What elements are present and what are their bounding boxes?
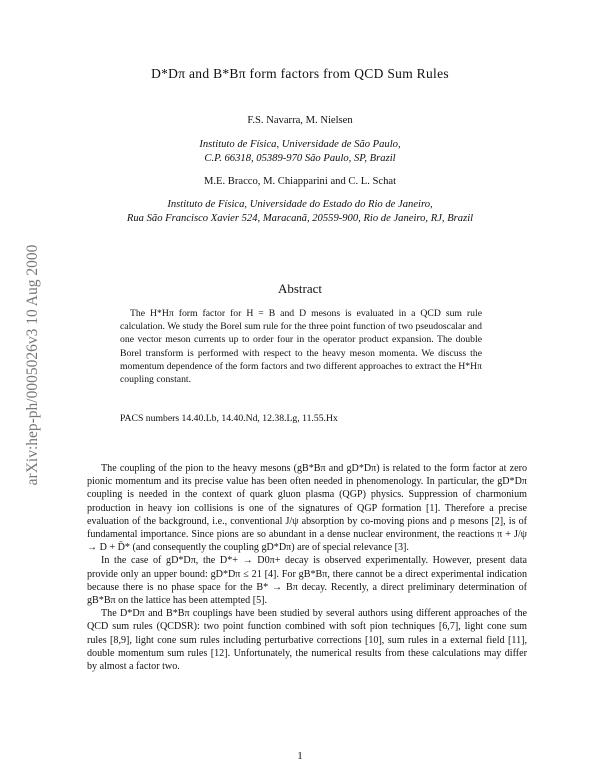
- pacs-numbers: PACS numbers 14.40.Lb, 14.40.Nd, 12.38.Lg, 11.55.Hx: [120, 413, 338, 424]
- arxiv-identifier: arXiv:hep-ph/0005026v3 10 Aug 2000: [24, 244, 41, 486]
- affiliation-1-line-2: C.P. 66318, 05389-970 São Paulo, SP, Brazil: [204, 153, 396, 164]
- affiliation-1-line-1: Instituto de Física, Universidade de São Paulo,: [199, 139, 401, 150]
- affiliation-2-line-1: Instituto de Física, Universidade do Estado do Rio de Janeiro,: [167, 199, 433, 210]
- affiliation-2-line-2: Rua São Francisco Xavier 524, Maracanã, 20559-900, Rio de Janeiro, RJ, Brazil: [126, 213, 474, 224]
- abstract-heading: Abstract: [277, 281, 323, 296]
- arxiv-sidebar: [20, 195, 46, 535]
- paragraph: In the case of gD*Dπ, the D*+ → D0π+ decay is observed experimentally. However, present data provide only an upper bound: gD*Dπ ≤ 21 [4]. For gB*Bπ, there cannot be a direct experimental indication because there is no phase space for the B* → Bπ decay. Recently, a direct preliminary determination of gB*Bπ on the lattice has been attempted [5].: [87, 555, 527, 607]
- abstract-text: The H*Hπ form factor for H = B and D mesons is evaluated in a QCD sum rule calculation. We study the Borel sum rule for the three point function of two pseudoscalar and one vector meson currents up to order four in the operator product expansion. The double Borel transform is performed with respect to the heavy meson momenta. We discuss the momentum dependence of the form factors and two different approaches to extract the H*Hπ coupling constant.: [120, 308, 482, 386]
- paper-title: D*Dπ and B*Bπ form factors from QCD Sum Rules: [151, 66, 449, 81]
- authors-group-1: F.S. Navarra, M. Nielsen: [247, 115, 353, 126]
- paragraph: The D*Dπ and B*Bπ couplings have been studied by several authors using different approaches of the QCD sum rules (QCDSR): two point function combined with soft pion techniques [6,7], light cone sum rules [8,9], light cone sum rules including perturbative corrections [10], sum rules in a external field [11], double momentum sum rules [12]. Unfortunately, the numerical results from these calculations may differ by almost a factor two.: [87, 608, 527, 673]
- body-text: [87, 462, 527, 673]
- authors-group-2: M.E. Bracco, M. Chiapparini and C. L. Schat: [203, 176, 397, 187]
- paragraph: The coupling of the pion to the heavy mesons (gB*Bπ and gD*Dπ) is related to the form factor at zero pionic momentum and its precise value has been often needed in phenomenology. In particular, the gD*Dπ coupling is needed in the context of quark gluon plasma (QGP) physics. Suppression of charmonium production in heavy ion collisions is one of the signatures of QGP formation [1]. Therefore a precise evaluation of the background, i.e., conventional J/ψ absorption by co-moving pions and ρ mesons [2], is of fundamental importance. Since pions are so abundant in a dense nuclear environment, the reactions π + J/ψ → D + D̄* (and consequently the coupling gD*Dπ) are of special relevance [3].: [87, 463, 527, 554]
- page-number: 1: [297, 750, 303, 762]
